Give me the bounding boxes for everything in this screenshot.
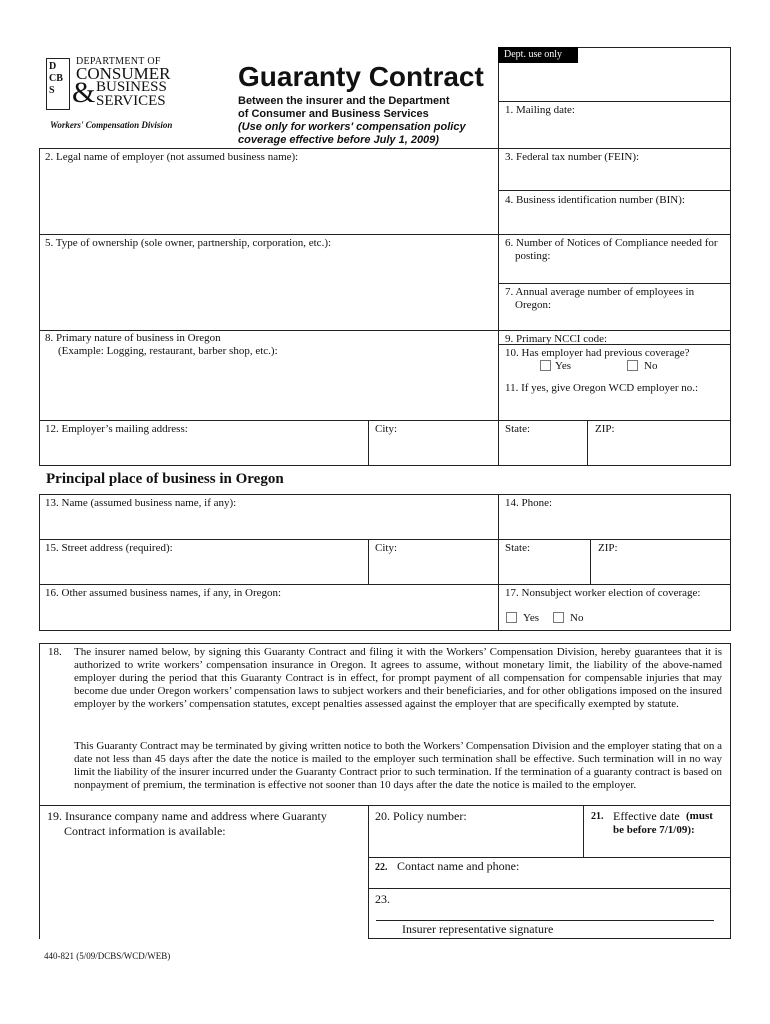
field-22-num: 22. [375, 862, 388, 873]
assumed-name-input[interactable] [41, 511, 496, 537]
yes-label-2: Yes [523, 612, 540, 624]
employee-count-input[interactable] [500, 313, 728, 329]
field-1-label: 1. Mailing date: [505, 104, 575, 116]
city-label-2: City: [375, 542, 398, 554]
field-8-label-line2: (Example: Logging, restaurant, barber shop, etc.): [58, 345, 278, 357]
subtitle-line2: of Consumer and Business Services [238, 108, 429, 120]
field-10-no[interactable] [627, 360, 657, 373]
field-17-yes[interactable] [506, 612, 539, 625]
field-17-label: 17. Nonsubject worker election of coverage: [505, 587, 701, 599]
section-title: Principal place of business in Oregon [46, 471, 284, 487]
phone-input[interactable] [500, 511, 728, 537]
dept-use-text: Dept. use only [504, 49, 563, 60]
yes-label: Yes [555, 360, 572, 372]
field-20-label: 20. Policy number: [375, 809, 467, 823]
field-12-label: 12. Employer’s mailing address: [45, 423, 188, 435]
nonsubject-yes-checkbox[interactable] [506, 612, 517, 623]
field-19-label-line1: 19. Insurance company name and address where Guaranty [47, 809, 327, 823]
field-21-before: be before 7/1/09): [613, 824, 695, 836]
dcbs-logo [46, 56, 176, 116]
notices-count-input[interactable] [500, 264, 728, 282]
guaranty-terms-paragraph: The insurer named below, by signing this Guaranty Contract and filing it with the Workers’ Compensation Division, hereby guarantees that it is authorized to write workers’ compensation insurance in Oregon. It agrees to assume, without monetary limit, the liability of the above-named employer during the period that this Guaranty Contract is in effect, for prompt payment of all compensation for compensable injuries that may become due under Oregon workers’ compensation laws to subject workers and their beneficiaries, and for other obligations imposed on the insured employer by the workers’ compensation statutes, except penalties assessed against the employer that are specifically exempted by statute. [74, 646, 722, 710]
logo-line4: SERVICES [96, 93, 166, 109]
zip-input[interactable] [589, 437, 728, 463]
field-6-label-line2: posting: [515, 250, 551, 262]
division-name: Workers' Compensation Division [50, 120, 173, 130]
mailing-date-input[interactable] [500, 118, 728, 146]
city-label: City: [375, 423, 398, 435]
effective-date-input[interactable] [585, 838, 728, 856]
field-21-label: Effective date [613, 809, 680, 823]
state-input[interactable] [500, 437, 585, 463]
logo-line3: BUSINESS [96, 79, 167, 95]
field-4-label: 4. Business identification number (BIN): [505, 194, 685, 206]
no-label: No [644, 360, 658, 372]
logo-line1: DEPARTMENT OF [76, 56, 161, 67]
field-7-label-line2: Oregon: [515, 299, 552, 311]
fein-input[interactable] [500, 165, 728, 189]
field-18-number: 18. [48, 646, 62, 658]
previous-coverage-yes-checkbox[interactable] [540, 360, 551, 371]
termination-terms-paragraph: This Guaranty Contract may be terminated by giving written notice to both the Workers’ Compensation Division and the employer stating that on a date not less than 45 days after the date the notice is mailed to the employer such termination shall be effective. Such termination will in no way limit the liability of the insurer incurred under the Guaranty Contract prior to such termination. If the termination of a guaranty contract is based on nonpayment of premium, the termination is effective not sooner than 10 days after the date the notice is mailed to the employer. [74, 740, 722, 791]
business-nature-input[interactable] [41, 360, 496, 418]
logo-line2: CONSUMER [76, 64, 171, 83]
dept-use-label [498, 47, 578, 63]
signature-caption: Insurer representative signature [402, 922, 554, 936]
bin-input[interactable] [500, 208, 728, 232]
field-11-label: 11. If yes, give Oregon WCD employer no.: [505, 382, 699, 394]
field-10-label: 10. Has employer had previous coverage? [505, 347, 690, 359]
contact-input[interactable] [530, 860, 728, 886]
field-8-label-line1: 8. Primary nature of business in Oregon [45, 332, 221, 344]
zip-label-2: ZIP: [598, 542, 618, 554]
subtitle-line3: (Use only for workers' compensation policy [238, 121, 466, 133]
policy-number-input[interactable] [370, 826, 581, 855]
subtitle-line4: coverage effective before July 1, 2009) [238, 134, 439, 146]
field-9-label: 9. Primary NCCI code: [505, 333, 608, 345]
form-id: 440-821 (5/09/DCBS/WCD/WEB) [44, 951, 171, 961]
field-23-label: 23. [375, 892, 390, 906]
wcd-employer-no-input[interactable] [500, 396, 728, 418]
legal-name-input[interactable] [41, 165, 496, 232]
mailing-address-input[interactable] [41, 437, 366, 463]
state-label-2: State: [505, 542, 531, 554]
state-input-2[interactable] [500, 556, 588, 582]
previous-coverage-no-checkbox[interactable] [627, 360, 638, 371]
logo-monogram-text: DCBS [49, 61, 63, 96]
field-6-label-line1: 6. Number of Notices of Compliance needed for [505, 237, 718, 249]
city-input-2[interactable] [370, 556, 496, 582]
field-14-label: 14. Phone: [505, 497, 553, 509]
ownership-type-input[interactable] [41, 252, 496, 328]
other-names-input[interactable] [41, 601, 496, 628]
subtitle-line1: Between the insurer and the Department [238, 95, 450, 107]
page-title: Guaranty Contract [238, 61, 484, 92]
field-15-label: 15. Street address (required): [45, 542, 173, 554]
no-label-2: No [570, 612, 584, 624]
field-21-must: (must [686, 810, 713, 822]
subtitle [238, 95, 466, 147]
field-5-label: 5. Type of ownership (sole owner, partnership, corporation, etc.): [45, 237, 332, 249]
field-16-label: 16. Other assumed business names, if any, in Oregon: [45, 587, 282, 599]
field-21-num: 21. [591, 811, 604, 822]
field-2-label: 2. Legal name of employer (not assumed business name): [45, 151, 299, 163]
signature-line[interactable] [394, 892, 714, 919]
logo-amp: & [72, 76, 96, 109]
zip-label: ZIP: [595, 423, 615, 435]
field-13-label: 13. Name (assumed business name, if any): [45, 497, 237, 509]
field-22-label: Contact name and phone: [397, 859, 520, 873]
field-7-label-line1: 7. Annual average number of employees in [505, 286, 695, 298]
city-input[interactable] [370, 437, 496, 463]
field-3-label: 3. Federal tax number (FEIN): [505, 151, 640, 163]
logo-monogram [46, 58, 70, 110]
state-label: State: [505, 423, 531, 435]
zip-input-2[interactable] [592, 556, 728, 582]
field-10-yes[interactable] [540, 360, 571, 373]
field-17-no[interactable] [553, 612, 583, 625]
field-19-label-line2: Contract information is available: [64, 824, 226, 838]
nonsubject-no-checkbox[interactable] [553, 612, 564, 623]
insurance-company-input[interactable] [41, 842, 366, 936]
street-address-input[interactable] [41, 556, 366, 582]
